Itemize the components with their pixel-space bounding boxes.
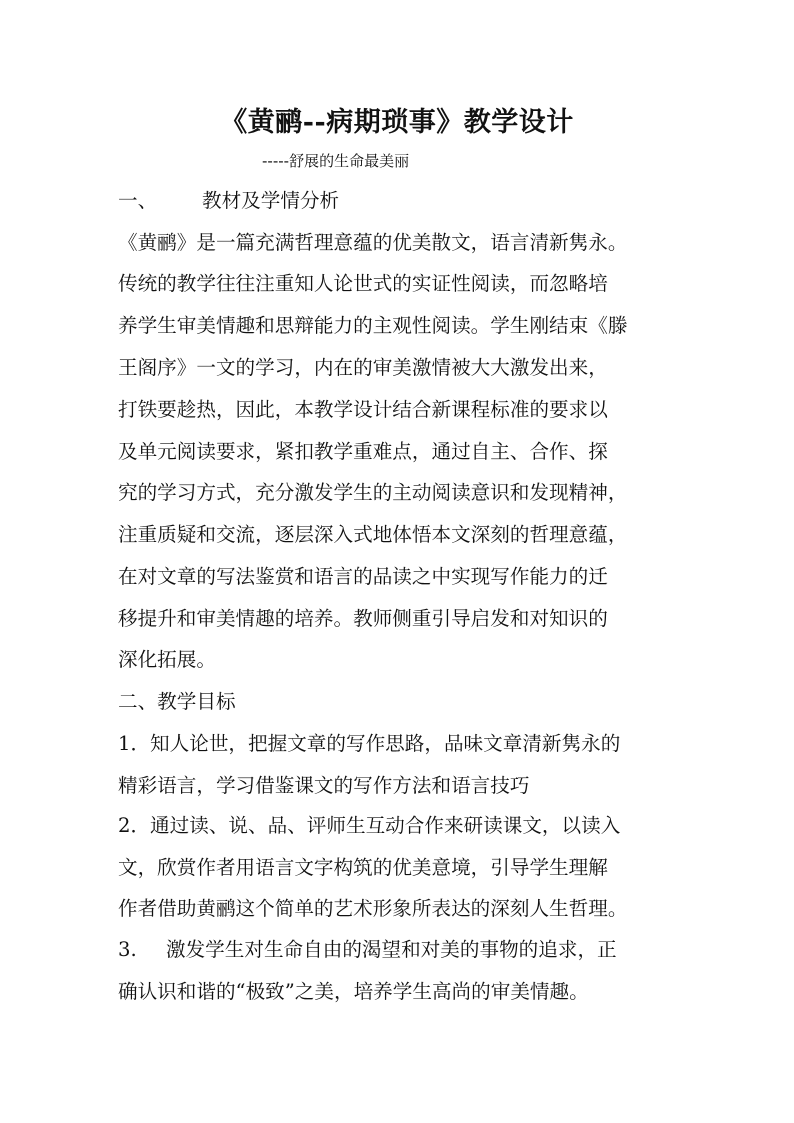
goal-item-3-number: 3.: [118, 938, 137, 961]
paragraph-line: 王阁序》一文的学习，内在的审美激情被大大激发出来，: [118, 356, 608, 379]
document-subtitle: -----舒展的生命最美丽: [262, 152, 410, 170]
goal-item-3-line: 确认识和谐的“极致”之美，培养学生高尚的审美情趣。: [118, 980, 589, 1003]
goal-item-1-line: 精彩语言，学习借鉴课文的写作方法和语言技巧: [118, 774, 530, 797]
paragraph-line: 及单元阅读要求，紧扣教学重难点，通过自主、合作、探: [118, 440, 608, 463]
paragraph-line: 移提升和审美情趣的培养。教师侧重引导启发和对知识的: [118, 607, 608, 630]
section1-number: 一、: [118, 189, 158, 212]
paragraph-line: 注重质疑和交流，逐层深入式地体悟本文深刻的哲理意蕴，: [118, 523, 628, 546]
paragraph-line: 养学生审美情趣和思辩能力的主观性阅读。学生刚结束《滕: [118, 314, 628, 337]
paragraph-line: 在对文章的写法鉴赏和语言的品读之中实现写作能力的迁: [118, 565, 608, 588]
section1-heading: 教材及学情分析: [202, 189, 340, 212]
goal-item-2-line: 文，欣赏作者用语言文字构筑的优美意境，引导学生理解: [118, 856, 608, 879]
paragraph-line: 《黄鹂》是一篇充满哲理意蕴的优美散文，语言清新隽永。: [118, 231, 628, 254]
paragraph-line: 传统的教学往往注重知人论世式的实证性阅读，而忽略培: [118, 272, 608, 295]
goal-item-1-line: 1．知人论世，把握文章的写作思路，品味文章清新隽永的: [118, 732, 621, 755]
section2-heading: 二、教学目标: [118, 690, 236, 713]
goal-item-3-line: 激发学生对生命自由的渴望和对美的事物的追求，正: [166, 938, 617, 961]
document-title: 《黄鹂--病期琐事》教学设计: [220, 107, 574, 138]
goal-item-2-line: 2．通过读、说、品、评师生互动合作来研读课文，以读入: [118, 814, 621, 837]
paragraph-line: 深化拓展。: [118, 648, 216, 671]
goal-item-2-line: 作者借助黄鹂这个简单的艺术形象所表达的深刻人生哲理。: [118, 897, 628, 920]
paragraph-line: 打铁要趁热，因此，本教学设计结合新课程标准的要求以: [118, 398, 608, 421]
paragraph-line: 究的学习方式，充分激发学生的主动阅读意识和发现精神，: [118, 481, 628, 504]
